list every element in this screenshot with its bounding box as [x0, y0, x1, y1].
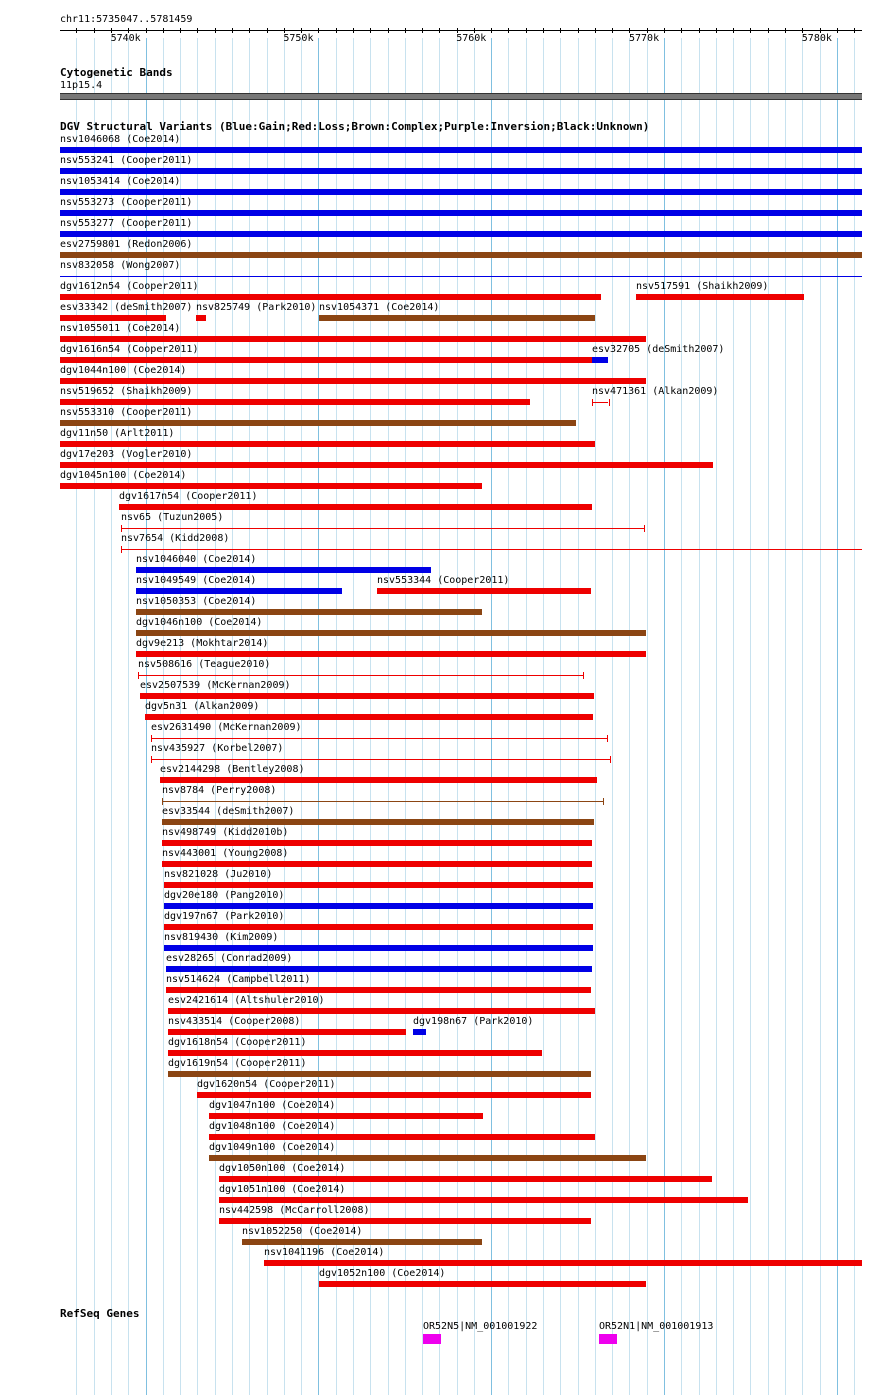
sv-feature[interactable]	[60, 378, 646, 384]
sv-label: nsv65 (Tuzun2005)	[121, 512, 224, 523]
sv-label: esv2507539 (McKernan2009)	[140, 680, 291, 691]
sv-label: dgv20e180 (Pang2010)	[164, 890, 285, 901]
sv-end-tick	[138, 672, 139, 679]
sv-end-tick	[644, 525, 645, 532]
sv-label: dgv1049n100 (Coe2014)	[209, 1142, 336, 1153]
sv-label: dgv197n67 (Park2010)	[164, 911, 285, 922]
sv-feature[interactable]	[219, 1218, 591, 1224]
sv-label: nsv1046068 (Coe2014)	[60, 134, 181, 145]
sv-feature[interactable]	[138, 675, 583, 676]
sv-feature[interactable]	[162, 819, 594, 825]
sv-label: esv2759801 (Redon2006)	[60, 239, 193, 250]
sv-label: dgv1612n54 (Cooper2011)	[60, 281, 199, 292]
sv-end-tick	[162, 798, 163, 805]
sv-label: nsv1046040 (Coe2014)	[136, 554, 257, 565]
sv-feature[interactable]	[164, 945, 593, 951]
sv-feature[interactable]	[164, 903, 593, 909]
sv-feature[interactable]	[60, 336, 646, 342]
sv-feature[interactable]	[209, 1155, 646, 1161]
cytoband-track-title: Cytogenetic Bands	[60, 66, 173, 79]
sv-label: dgv1619n54 (Cooper2011)	[168, 1058, 307, 1069]
sv-end-tick	[121, 546, 122, 553]
sv-label: dgv1046n100 (Coe2014)	[136, 617, 263, 628]
sv-feature[interactable]	[264, 1260, 862, 1266]
sv-label: dgv198n67 (Park2010)	[413, 1016, 534, 1027]
sv-feature[interactable]	[219, 1197, 748, 1203]
sv-label: nsv821028 (Ju2010)	[164, 869, 273, 880]
sv-feature[interactable]	[60, 276, 862, 277]
sv-end-tick	[609, 399, 610, 406]
sv-feature[interactable]	[119, 504, 592, 510]
sv-feature[interactable]	[60, 252, 862, 258]
sv-feature[interactable]	[209, 1113, 483, 1119]
sv-feature[interactable]	[136, 630, 646, 636]
sv-feature[interactable]	[319, 1281, 646, 1287]
sv-feature[interactable]	[636, 294, 804, 300]
sv-feature[interactable]	[60, 210, 862, 216]
sv-feature[interactable]	[592, 402, 608, 403]
sv-label: nsv7654 (Kidd2008)	[121, 533, 230, 544]
sv-label: esv33544 (deSmith2007)	[162, 806, 295, 817]
sv-feature[interactable]	[121, 528, 645, 529]
sv-end-tick	[151, 735, 152, 742]
sv-label: nsv435927 (Korbel2007)	[151, 743, 284, 754]
sv-feature[interactable]	[136, 588, 342, 594]
sv-feature[interactable]	[166, 987, 591, 993]
sv-feature[interactable]	[209, 1134, 595, 1140]
sv-label: dgv5n31 (Alkan2009)	[145, 701, 260, 712]
sv-label: dgv1618n54 (Cooper2011)	[168, 1037, 307, 1048]
sv-feature[interactable]	[196, 315, 206, 321]
sv-end-tick	[592, 399, 593, 406]
sv-feature[interactable]	[377, 588, 591, 594]
sv-label: nsv1049549 (Coe2014)	[136, 575, 257, 586]
sv-feature[interactable]	[592, 357, 608, 363]
sv-label: dgv1052n100 (Coe2014)	[319, 1268, 446, 1279]
sv-feature[interactable]	[319, 315, 595, 321]
sv-feature[interactable]	[151, 759, 611, 760]
sv-label: nsv442598 (McCarroll2008)	[219, 1205, 370, 1216]
sv-label: nsv553277 (Cooper2011)	[60, 218, 193, 229]
sv-label: nsv553310 (Cooper2011)	[60, 407, 193, 418]
sv-end-tick	[583, 672, 584, 679]
ruler-label: 5760k	[456, 33, 487, 44]
sv-feature[interactable]	[168, 1008, 595, 1014]
sv-label: dgv1617n54 (Cooper2011)	[119, 491, 258, 502]
sv-feature[interactable]	[60, 231, 862, 237]
sv-end-tick	[121, 525, 122, 532]
sv-label: nsv443001 (Young2008)	[162, 848, 289, 859]
sv-feature[interactable]	[60, 462, 713, 468]
sv-label: esv32705 (deSmith2007)	[592, 344, 725, 355]
position-label: chr11:5735047..5781459	[60, 14, 193, 25]
sv-label: nsv1052250 (Coe2014)	[242, 1226, 363, 1237]
sv-feature[interactable]	[60, 315, 166, 321]
ruler-label: 5740k	[110, 33, 141, 44]
sv-label: nsv553344 (Cooper2011)	[377, 575, 510, 586]
sv-label: dgv1616n54 (Cooper2011)	[60, 344, 199, 355]
sv-label: dgv1047n100 (Coe2014)	[209, 1100, 336, 1111]
sv-feature[interactable]	[60, 168, 862, 174]
sv-feature[interactable]	[60, 441, 595, 447]
sv-feature[interactable]	[60, 420, 576, 426]
sv-end-tick	[610, 756, 611, 763]
sv-end-tick	[607, 735, 608, 742]
gene-label: OR52N5|NM_001001922	[423, 1321, 538, 1332]
sv-label: nsv1050353 (Coe2014)	[136, 596, 257, 607]
sv-feature[interactable]	[145, 714, 593, 720]
sv-feature[interactable]	[136, 651, 646, 657]
ruler-label: 5780k	[801, 33, 832, 44]
sv-label: dgv1620n54 (Cooper2011)	[197, 1079, 336, 1090]
sv-feature[interactable]	[242, 1239, 482, 1245]
sv-feature[interactable]	[151, 738, 607, 739]
sv-feature[interactable]	[168, 1071, 591, 1077]
sv-label: nsv471361 (Alkan2009)	[592, 386, 719, 397]
sv-label: dgv1044n100 (Coe2014)	[60, 365, 187, 376]
sv-feature[interactable]	[162, 861, 592, 867]
cytoband-name: 11p15.4	[60, 80, 103, 91]
sv-feature[interactable]	[160, 777, 597, 783]
sv-feature[interactable]	[168, 1050, 542, 1056]
sv-feature[interactable]	[162, 840, 592, 846]
sv-feature[interactable]	[162, 801, 603, 802]
sv-label: nsv819430 (Kim2009)	[164, 932, 279, 943]
gene-feature[interactable]	[423, 1334, 441, 1344]
sv-label: nsv519652 (Shaikh2009)	[60, 386, 193, 397]
sv-feature[interactable]	[164, 882, 593, 888]
sv-label: dgv9e213 (Mokhtar2014)	[136, 638, 269, 649]
sv-feature[interactable]	[60, 189, 862, 195]
sv-label: dgv1048n100 (Coe2014)	[209, 1121, 336, 1132]
dgv-track-title: DGV Structural Variants (Blue:Gain;Red:Loss;Brown:Complex;Purple:Inversion;Black:Unknown)	[60, 120, 650, 133]
sv-feature[interactable]	[60, 294, 601, 300]
sv-label: dgv1051n100 (Coe2014)	[219, 1184, 346, 1195]
ruler-label: 5750k	[283, 33, 314, 44]
sv-label: nsv517591 (Shaikh2009)	[636, 281, 769, 292]
sv-label: nsv1041196 (Coe2014)	[264, 1247, 385, 1258]
sv-feature[interactable]	[136, 609, 482, 615]
sv-label: dgv17e203 (Vogler2010)	[60, 449, 193, 460]
sv-label: esv2144298 (Bentley2008)	[160, 764, 305, 775]
sv-feature[interactable]	[60, 147, 862, 153]
ruler-label: 5770k	[628, 33, 660, 44]
sv-feature[interactable]	[60, 357, 592, 363]
sv-feature[interactable]	[60, 483, 482, 489]
sv-label: nsv498749 (Kidd2010b)	[162, 827, 289, 838]
sv-label: nsv1054371 (Coe2014)	[319, 302, 440, 313]
sv-end-tick	[151, 756, 152, 763]
refseq-track-title: RefSeq Genes	[60, 1307, 140, 1320]
sv-label: nsv1053414 (Coe2014)	[60, 176, 181, 187]
sv-label: nsv8784 (Perry2008)	[162, 785, 277, 796]
sv-label: nsv508616 (Teague2010)	[138, 659, 271, 670]
sv-label: nsv832058 (Wong2007)	[60, 260, 181, 271]
sv-feature[interactable]	[140, 693, 594, 699]
sv-feature[interactable]	[168, 1029, 406, 1035]
gene-label: OR52N1|NM_001001913	[599, 1321, 714, 1332]
sv-label: esv28265 (Conrad2009)	[166, 953, 293, 964]
sv-feature[interactable]	[60, 399, 530, 405]
sv-label: nsv553241 (Cooper2011)	[60, 155, 193, 166]
sv-feature[interactable]	[121, 549, 862, 550]
sv-feature[interactable]	[413, 1029, 426, 1035]
sv-label: nsv553273 (Cooper2011)	[60, 197, 193, 208]
sv-label: esv2421614 (Altshuler2010)	[168, 995, 325, 1006]
sv-label: dgv1050n100 (Coe2014)	[219, 1163, 346, 1174]
sv-feature[interactable]	[164, 924, 593, 930]
sv-feature[interactable]	[219, 1176, 712, 1182]
sv-feature[interactable]	[197, 1092, 591, 1098]
sv-feature[interactable]	[166, 966, 592, 972]
sv-label: nsv514624 (Campbell2011)	[166, 974, 311, 985]
sv-label: dgv1045n100 (Coe2014)	[60, 470, 187, 481]
cytoband-bar[interactable]	[60, 93, 862, 100]
sv-label: nsv433514 (Cooper2008)	[168, 1016, 301, 1027]
sv-label: nsv825749 (Park2010)	[196, 302, 317, 313]
sv-label: esv2631490 (McKernan2009)	[151, 722, 302, 733]
sv-end-tick	[603, 798, 604, 805]
gene-feature[interactable]	[599, 1334, 617, 1344]
sv-feature[interactable]	[136, 567, 431, 573]
sv-label: nsv1055011 (Coe2014)	[60, 323, 181, 334]
sv-label: dgv11n50 (Arlt2011)	[60, 428, 175, 439]
sv-label: esv33342 (deSmith2007)	[60, 302, 193, 313]
